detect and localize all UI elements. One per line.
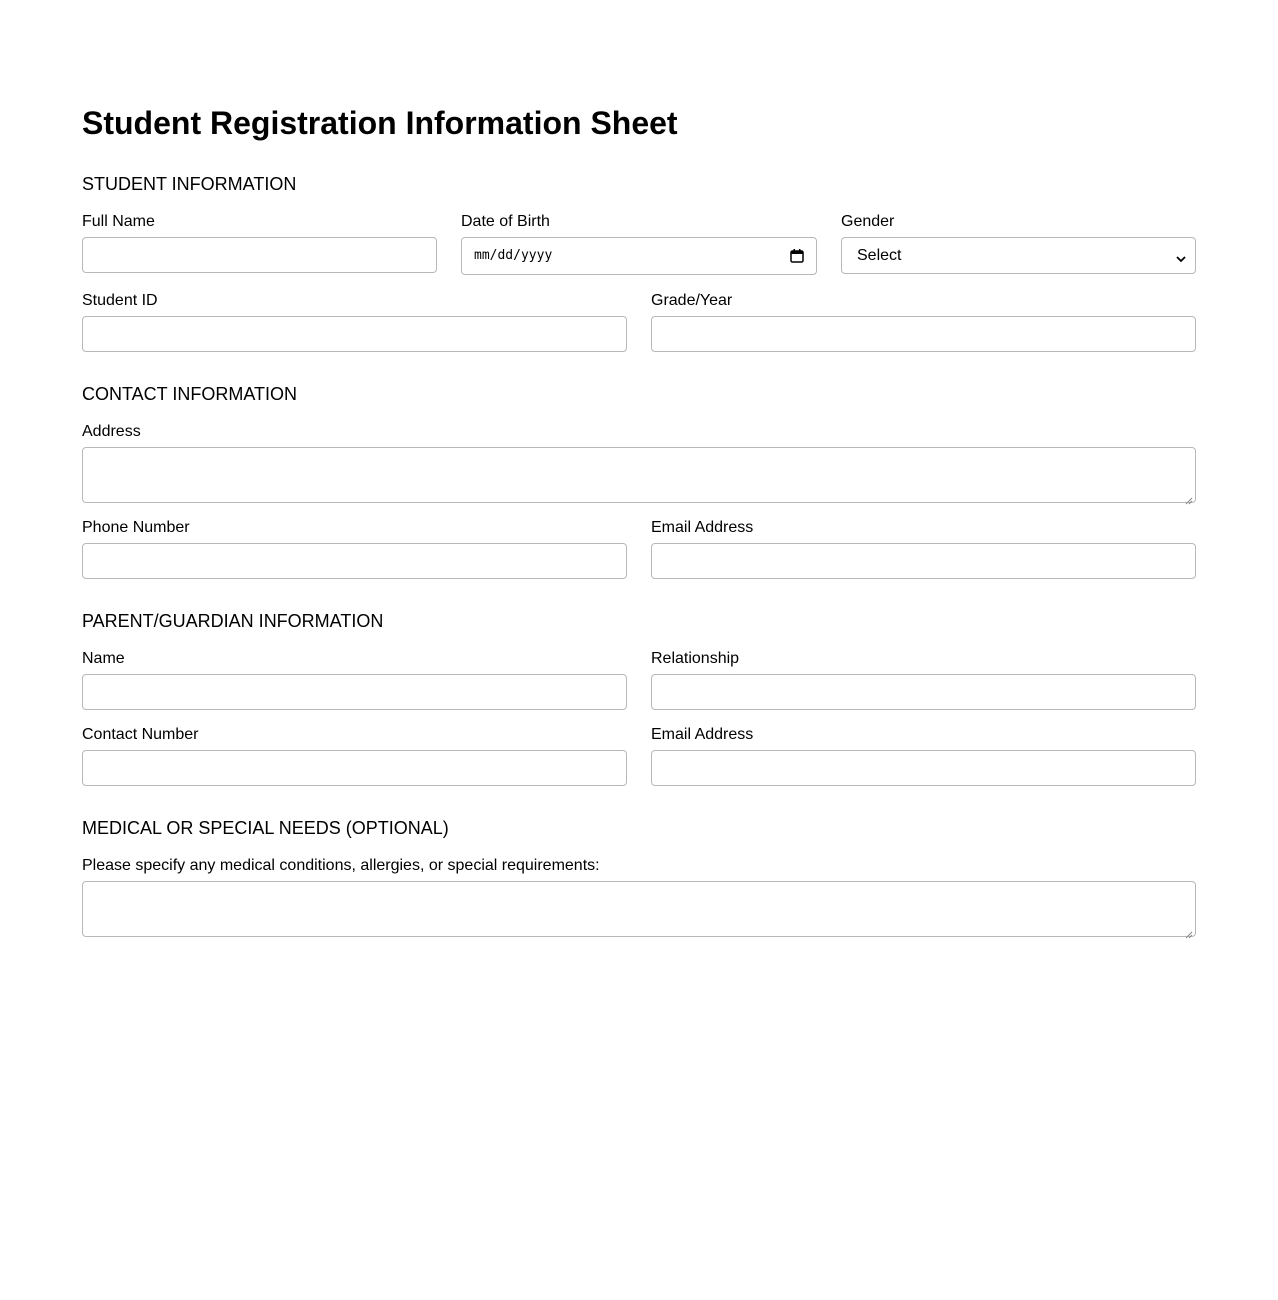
email-address-label: Email Address: [651, 519, 754, 536]
section-heading-student-information: STUDENT INFORMATION: [82, 174, 297, 194]
relationship-label: Relationship: [651, 650, 740, 667]
grade-year-input[interactable]: [651, 316, 1196, 352]
medical-details-label: Please specify any medical conditions, allergies, or special requirements:: [82, 857, 600, 874]
full-name-input[interactable]: [82, 237, 437, 273]
chevron-down-icon: [1176, 251, 1186, 261]
date-of-birth-input[interactable]: [461, 237, 817, 275]
relationship-input[interactable]: [651, 674, 1196, 710]
student-id-input[interactable]: [82, 316, 627, 352]
section-heading-contact-information: CONTACT INFORMATION: [82, 384, 297, 404]
address-label: Address: [82, 423, 141, 440]
email-address-input[interactable]: [651, 543, 1196, 579]
contact-number-input[interactable]: [82, 750, 627, 786]
calendar-icon[interactable]: [790, 249, 804, 263]
grade-year-label: Grade/Year: [651, 292, 733, 309]
date-of-birth-placeholder: mm/dd/yyyy: [474, 248, 553, 263]
full-name-label: Full Name: [82, 213, 155, 230]
guardian-name-input[interactable]: [82, 674, 627, 710]
gender-label: Gender: [841, 213, 895, 230]
guardian-name-label: Name: [82, 650, 125, 667]
contact-number-label: Contact Number: [82, 726, 199, 743]
date-of-birth-label: Date of Birth: [461, 213, 550, 230]
phone-number-input[interactable]: [82, 543, 627, 579]
page-title: Student Registration Information Sheet: [82, 105, 678, 141]
guardian-email-address-label: Email Address: [651, 726, 754, 743]
section-heading-medical-special-needs: MEDICAL OR SPECIAL NEEDS (OPTIONAL): [82, 818, 449, 838]
resize-handle-icon[interactable]: [1185, 492, 1193, 500]
gender-select[interactable]: [841, 237, 1196, 274]
gender-select-value: Select: [857, 247, 902, 264]
guardian-email-address-input[interactable]: [651, 750, 1196, 786]
section-heading-parent-guardian-information: PARENT/GUARDIAN INFORMATION: [82, 611, 384, 631]
phone-number-label: Phone Number: [82, 519, 190, 536]
student-id-label: Student ID: [82, 292, 158, 309]
address-textarea[interactable]: [82, 447, 1196, 503]
resize-handle-icon[interactable]: [1185, 926, 1193, 934]
medical-details-textarea[interactable]: [82, 881, 1196, 937]
